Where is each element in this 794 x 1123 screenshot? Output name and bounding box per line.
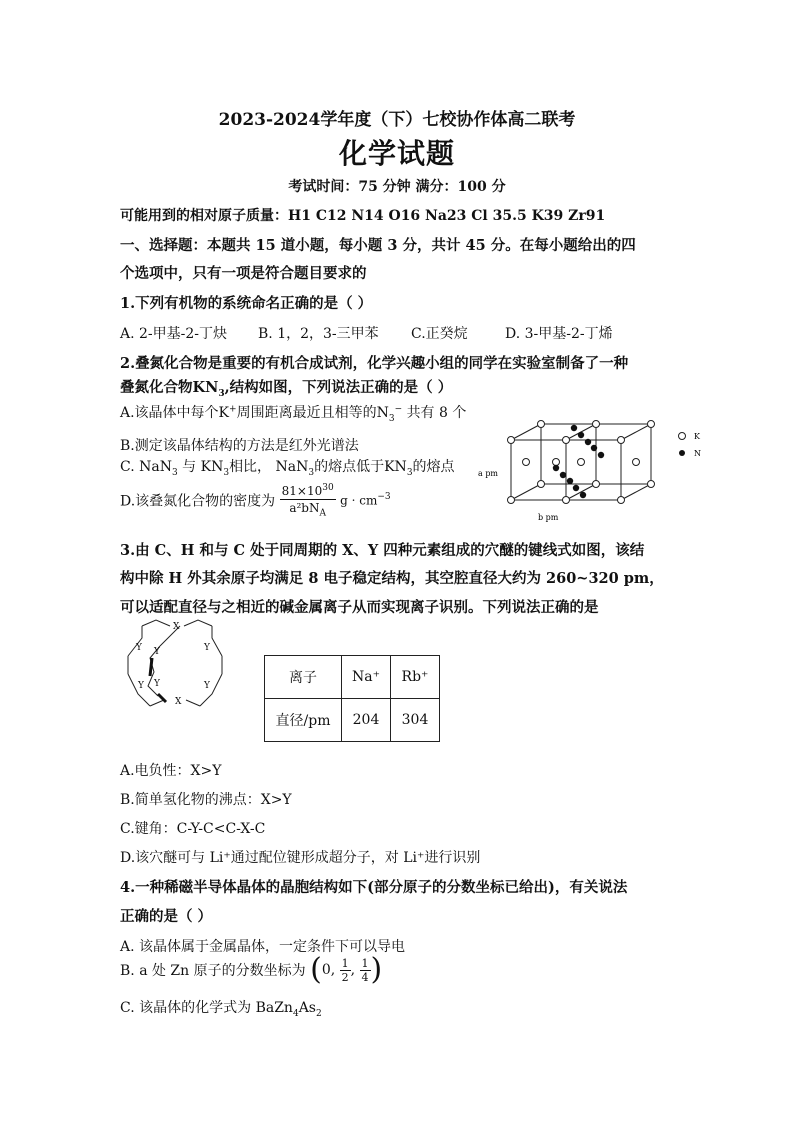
legend-n-symbol — [679, 450, 685, 456]
label-a-pm: a pm — [478, 469, 499, 478]
q4-option-c: C. 该晶体的化学式为 $BaZn_4As_2$ — [120, 1000, 322, 1019]
legend-k-symbol — [679, 433, 686, 440]
q1-stem: 1.下列有机物的系统命名正确的是（ ） — [120, 295, 373, 312]
table-cell: 304 — [391, 699, 440, 742]
ion-diameter-table — [264, 655, 440, 742]
label-x-top: X — [173, 622, 180, 632]
q2-option-a: A.该晶体中每个K+周围距离最近且相等的$N_3^-$ 共有 8 个 — [120, 404, 467, 424]
label-b-pm: b pm — [538, 513, 559, 522]
label-y-4: Y — [138, 681, 144, 691]
label-y-2: Y — [204, 643, 210, 653]
label-y-3: Y — [154, 647, 160, 657]
q2-stem-line2: 叠氮化合物$KN_3$,结构如图，下列说法正确的是（ ） — [120, 379, 453, 399]
q1-option-b: B. 1，2，3-三甲苯 — [258, 326, 379, 342]
density-fraction: $\frac{81\times 10^{30}}{a^2bN_A}$ — [280, 480, 336, 521]
table-cell: 204 — [342, 699, 391, 742]
table-row — [265, 656, 440, 699]
table-cell: 离子 — [265, 656, 342, 699]
fraction-quarter: $\frac{1}{4}$ — [361, 956, 369, 984]
q3-stem-line2: 构中除 H 外其余原子均满足 8 电子稳定结构，其空腔直径大约为 260~320 pm， — [120, 570, 664, 587]
atomic-masses: 可能用到的相对原子质量：H1 C12 N14 O16 Na23 Cl 35.5 K39 Zr91 — [120, 208, 606, 224]
q4-option-b: B. a 处 Zn 原子的分数坐标为 (0, $\frac{1}{2}$ , $\frac{1}{4}$ ) — [120, 952, 383, 987]
page-title: 化学试题 — [338, 137, 455, 170]
label-y-5: Y — [204, 681, 210, 691]
q3-stem-line1: 3.由 C、H 和与 C 处于同周期的 X、Y 四种元素组成的穴醚的键线式如图，该结 — [120, 542, 645, 559]
legend-k-label: K — [694, 432, 700, 441]
q1-option-a: A. 2-甲基-2-丁炔 — [120, 326, 228, 342]
q3-option-b: B.简单氢化物的沸点：X>Y — [120, 792, 292, 808]
kn3-crystal-figure — [476, 418, 716, 528]
q3-option-d: D.该穴醚可与 Li⁺通过配位键形成超分子，对 Li⁺进行识别 — [120, 850, 481, 866]
q4-stem-line1: 4.一种稀磁半导体晶体的晶胞结构如下(部分原子的分数坐标已给出)，有关说法 — [120, 879, 628, 896]
q4-stem-line2: 正确的是（ ） — [120, 908, 213, 925]
q2-option-b: B.测定该晶体结构的方法是红外光谱法 — [120, 438, 359, 454]
label-y-6: Y — [154, 679, 160, 689]
title-line-1: 2023-2024学年度（下）七校协作体高二联考 — [218, 110, 576, 130]
legend-n-label: N — [694, 449, 701, 458]
exam-info: 考试时间：75 分钟 满分：100 分 — [288, 179, 506, 195]
q2-stem-line1: 2.叠氮化合物是重要的有机合成试剂，化学兴趣小组的同学在实验室制备了一种 — [120, 355, 629, 372]
label-x-bottom: X — [175, 697, 182, 707]
table-row — [265, 699, 440, 742]
q3-option-c: C.键角：C-Y-C<C-X-C — [120, 821, 266, 837]
section-intro-line1: 一、选择题：本题共 15 道小题，每小题 3 分，共计 45 分。在每小题给出的四 — [120, 237, 636, 254]
q1-option-c: C.正癸烷 — [411, 326, 468, 342]
table-cell: Rb⁺ — [391, 656, 440, 699]
label-y-1: Y — [136, 643, 142, 653]
q3-option-a: A.电负性：X>Y — [120, 763, 222, 779]
q3-stem-line3: 可以适配直径与之相近的碱金属离子从而实现离子识别。下列说法正确的是 — [120, 599, 599, 616]
section-intro-line2: 个选项中，只有一项是符合题目要求的 — [120, 265, 367, 282]
cryptand-figure — [120, 616, 230, 716]
q2-option-d: D.该叠氮化合物的密度为 $\frac{81\times 10^{30}}{a^2bN_A}$ $g \cdot cm^{-3}$ — [120, 480, 391, 521]
q1-option-d: D. 3-甲基-2-丁烯 — [505, 326, 613, 342]
fraction-half: $\frac{1}{2}$ — [341, 956, 349, 984]
q2-option-c: C. NaN$_3$ 与 $KN_3$相比， NaN$_3$的熔点低于$KN_3$的熔点 — [120, 459, 455, 478]
table-cell: 直径/pm — [265, 699, 342, 742]
table-cell: Na⁺ — [342, 656, 391, 699]
q4-option-a: A. 该晶体属于金属晶体，一定条件下可以导电 — [120, 939, 406, 955]
